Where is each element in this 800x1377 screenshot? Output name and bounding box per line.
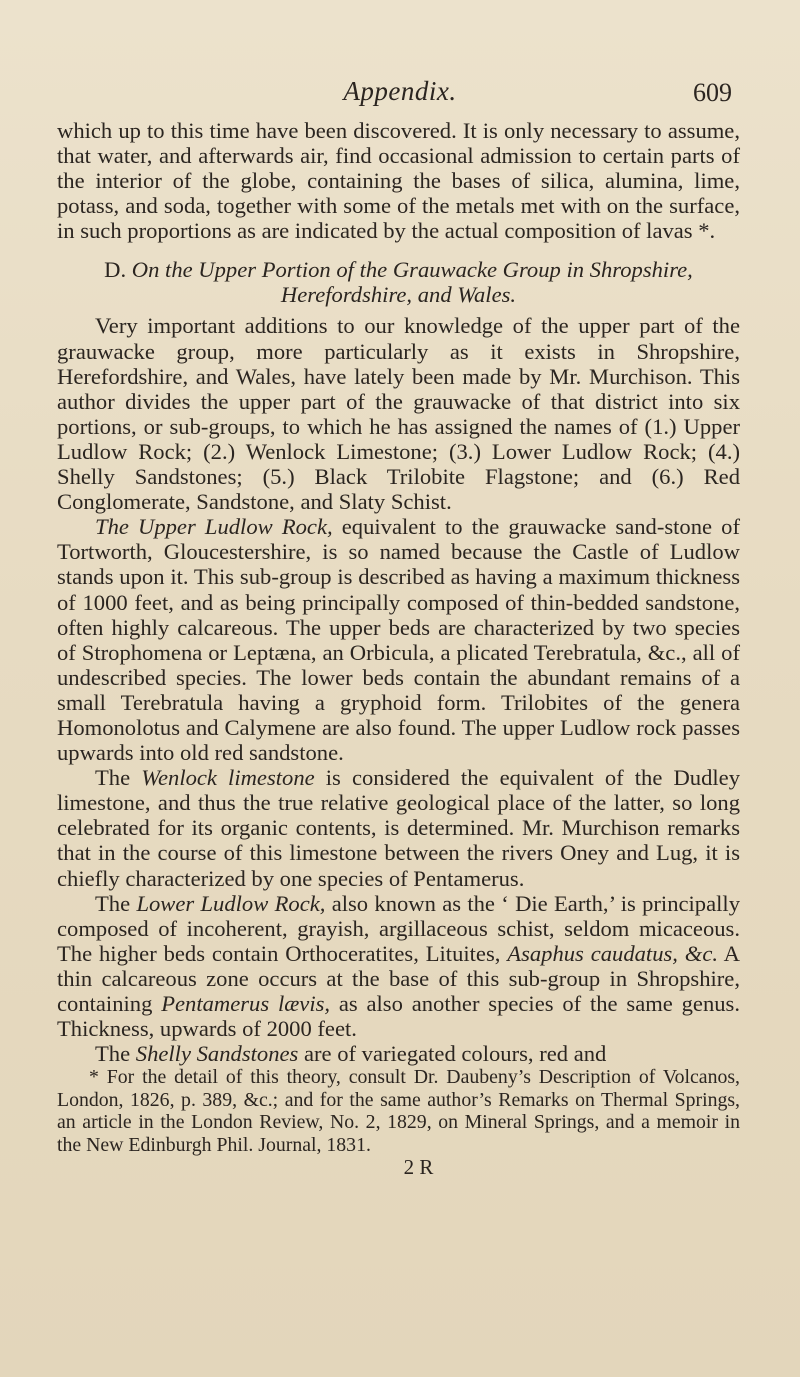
paragraph-shelly-text: are of variegated colours, red and [298,1041,607,1067]
paragraph-murchison-intro: Very important additions to our knowledge of the upper part of the grauwacke group, more particularly as it exists in Shropshire, Herefordshire, and Wales, have lately been made by Mr. Murchison. This author divides the upper part of the grauwacke of that district into six portions, or sub-groups, to which he has assigned the names of (1.) Upper Ludlow Rock; (2.) Wenlock Limestone; (3.) Lower Ludlow Rock; (4.) Shelly Sandstones; (5.) Black Trilobite Flagstone; and (6.) Red Conglomerate, Sandstone, and Slaty Schist. [57,313,740,515]
running-head [60,76,740,110]
term-wenlock-limestone: Wenlock limestone [141,765,315,791]
term-pentamerus-laevis: Pentamerus lævis, [161,991,331,1016]
term-lower-ludlow-rock: Lower Ludlow Rock, [136,890,326,916]
paragraph-lower-ludlow-text-b: A thin calcareous zone occurs at the base of this sub-group in Shropshire, containing [57,940,740,1016]
paragraph-lower-ludlow-text-a: also known as the ‘ Die Earth,’ is principally composed of incoherent, grayish, argillaceous schist, seldom micaceous. The higher beds contain Orthoceratites, Lituites, [57,890,740,966]
paragraph-upper-ludlow [57,514,740,765]
paragraph-lower-ludlow-text-c: as also another species of the same genus. Thickness, upwards of 2000 feet. [57,991,740,1042]
signature-mark: 2 R [403,1155,434,1180]
paragraph-wenlock-text: is considered the equivalent of the Dudley limestone, and thus the true relative geological place of the latter, so long celebrated for its organic contents, is determined. Mr. Murchison remarks that in the course of this limestone between the rivers Oney and Lug, it is chiefly characterized by one species of Pentamerus. [57,765,740,891]
term-upper-ludlow-rock: The Upper Ludlow Rock, [95,514,333,540]
footnote: * For the detail of this theory, consult Dr. Daubeny’s Description of Volcanos, London, 1826, p. 389, &c.; and for the same author’s Remarks on Thermal Springs, an article in the London Review, No. 2, 1829, on Mineral Springs, and a memoir in the New Edinburgh Phil. Journal, 1831. [57,1066,740,1156]
paragraph-shelly-lead: The [95,1041,136,1067]
section-letter: D. [104,257,127,283]
body-text [57,118,740,1178]
paragraph-wenlock-lead: The [95,765,142,791]
section-title: On the Upper Portion of the Grauwacke Group in Shropshire, Herefordshire, and Wales. [131,257,693,308]
paragraph-lower-ludlow [57,891,740,1042]
paragraph-lower-ludlow-lead: The [95,890,137,916]
paragraph-continuation: which up to this time have been discovered. It is only necessary to assume, that water, and afterwards air, find occasional admission to certain parts of the interior of the globe, containing the bases of silica, alumina, lime, potass, and soda, together with some of the metals met with on the surface, in such proportions as are indicated by the actual composition of lavas *. [57,118,740,244]
section-heading-d [57,257,740,307]
paragraph-wenlock [57,765,740,890]
term-asaphus-caudatus: Asaphus caudatus, &c. [507,940,719,966]
term-shelly-sandstones: Shelly Sandstones [135,1041,299,1067]
paragraph-shelly-sandstones [57,1041,740,1066]
paragraph-upper-ludlow-text: equivalent to the grauwacke sand-stone of Tortworth, Gloucestershire, is so named because the Castle of Ludlow stands upon it. This sub-group is described as having a maximum thickness of 1000 feet, and as being principally composed of thin-bedded sandstone, often highly calcareous. The upper beds are characterized by two species of Strophomena or Leptæna, an Orbicula, a plicated Terebratula, &c., all of undescribed species. The lower beds contain the abundant remains of a small Terebratula having a gryphoid form. Trilobites of the genera Homonolotus and Calymene are also found. The upper Ludlow rock passes upwards into old red sandstone. [57,514,740,766]
page-number: 609 [693,78,732,107]
running-title: Appendix. [343,76,457,106]
